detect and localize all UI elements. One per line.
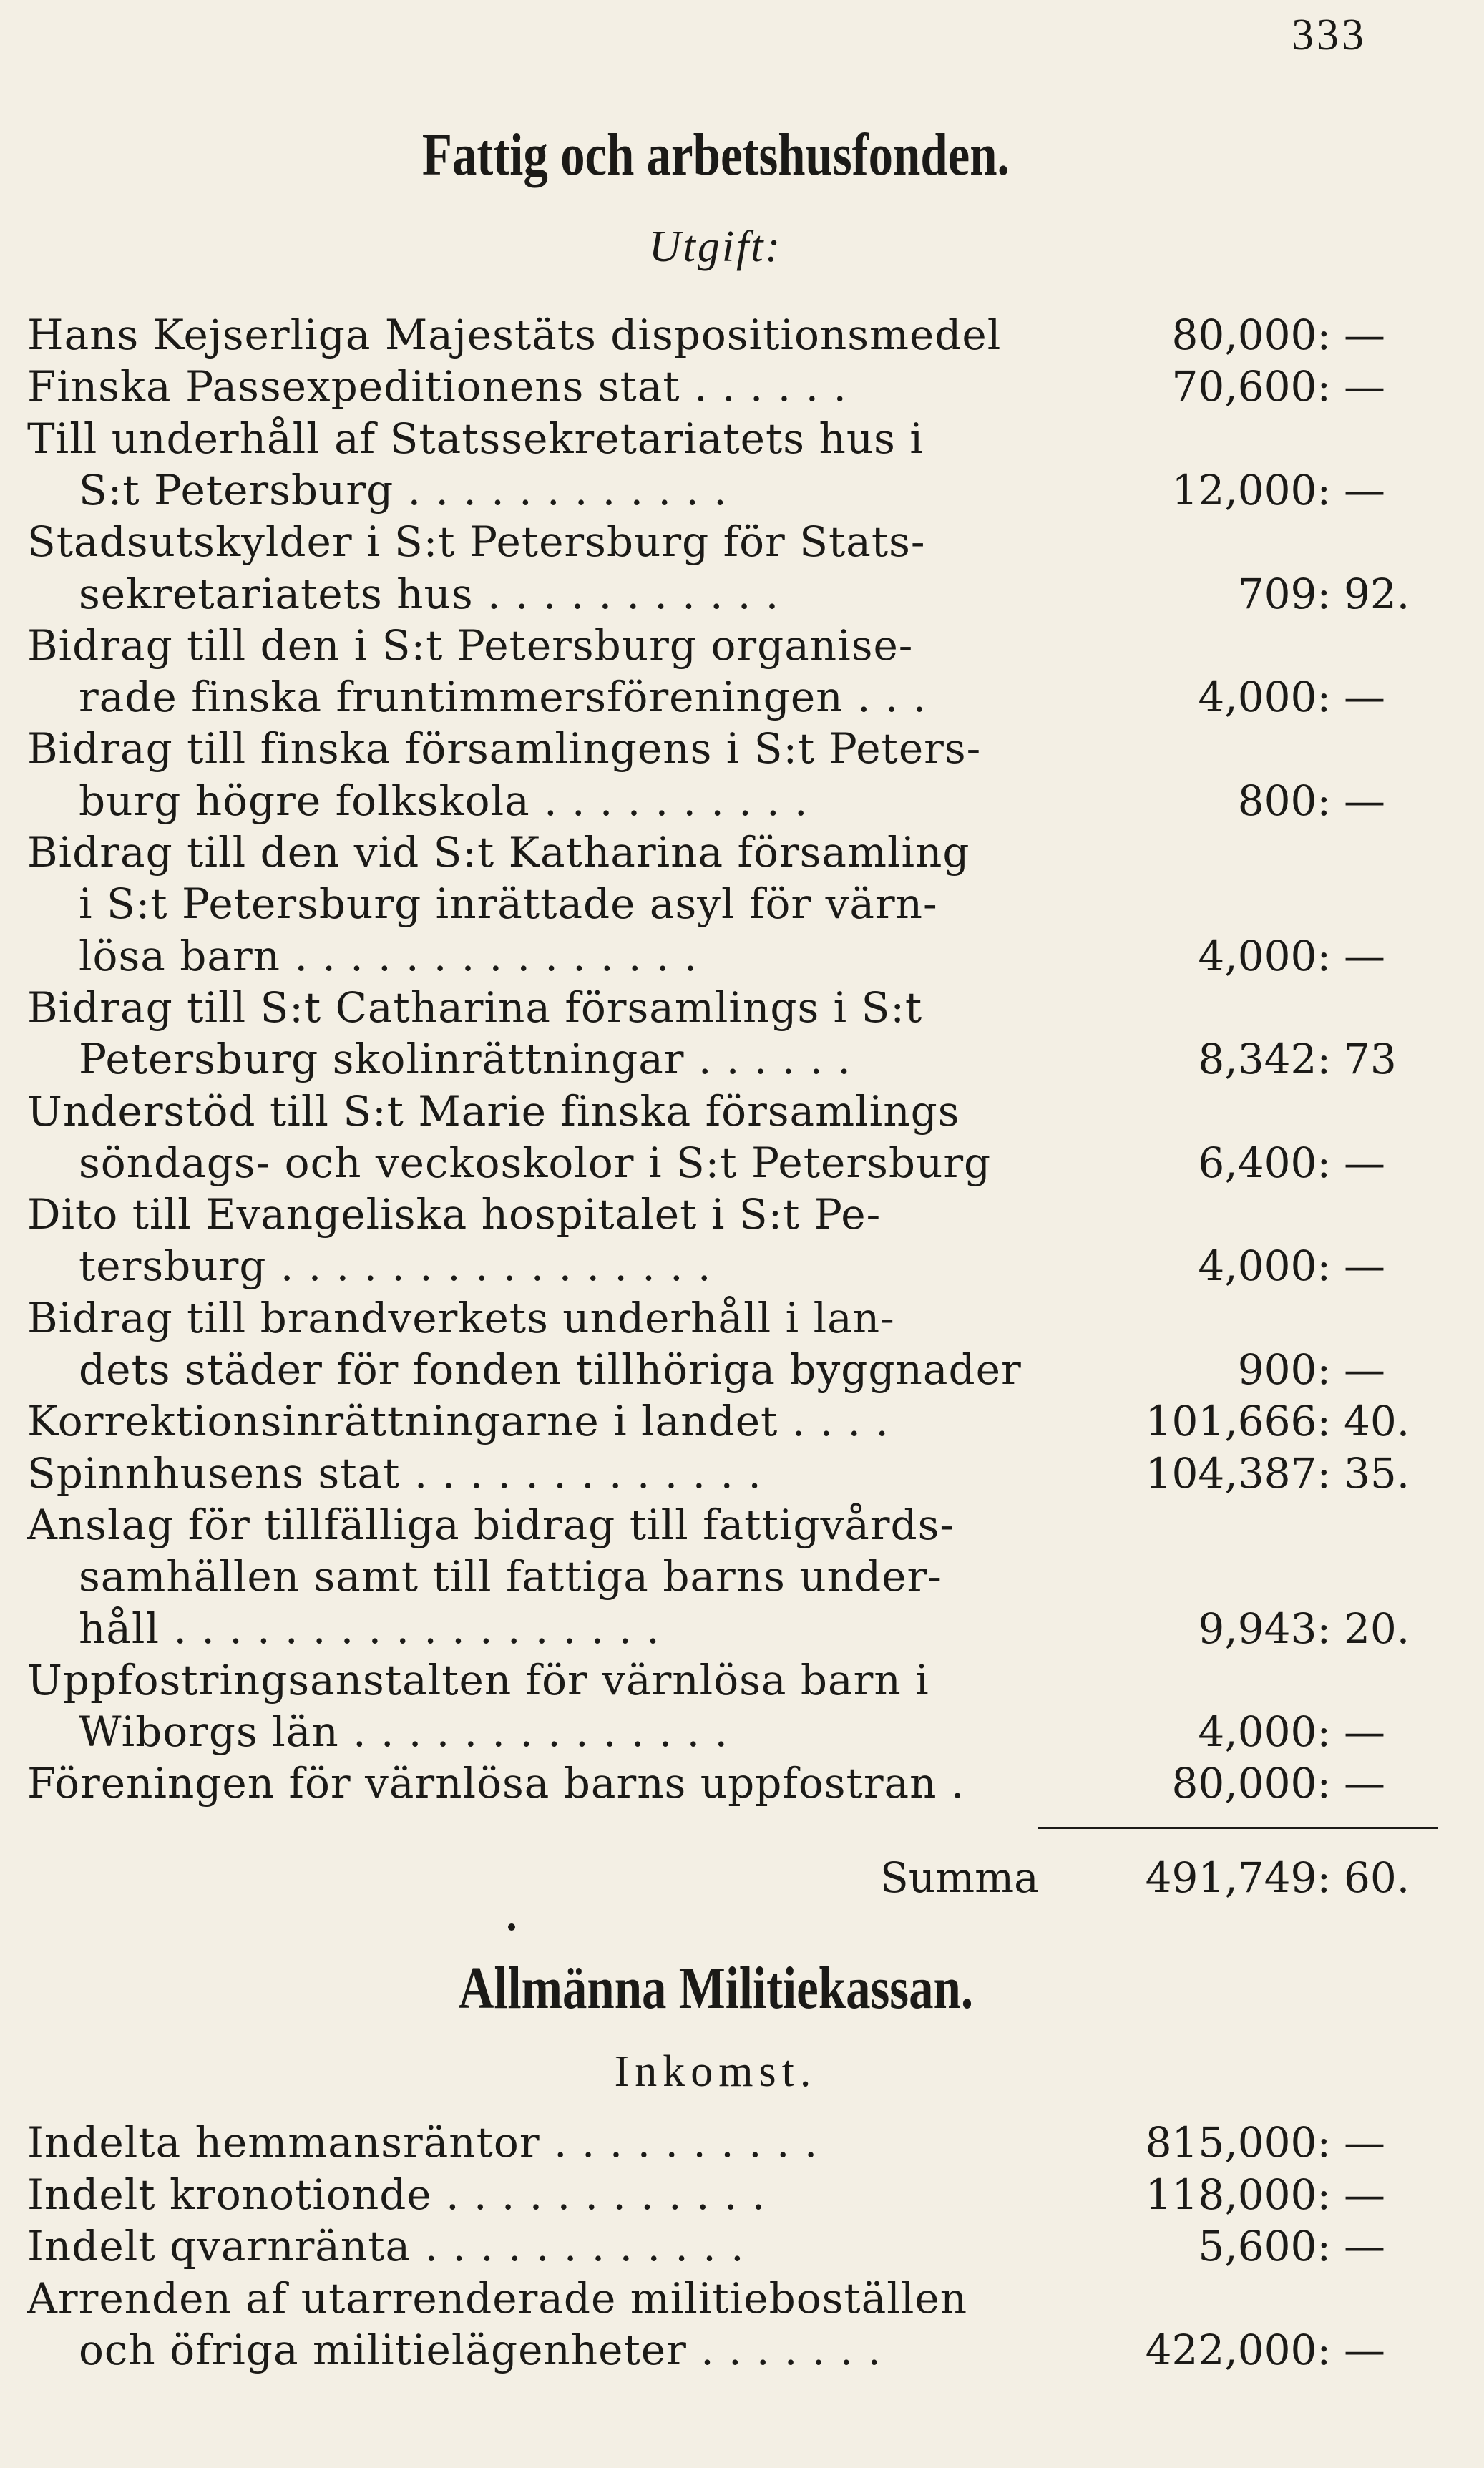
fattig-entry-line	[79, 878, 1072, 930]
fattig-entry-text: Finska Passexpeditionens stat . . . . . .	[27, 362, 847, 411]
stray-dot-mark	[508, 1923, 515, 1931]
fattig-entry-text: Hans Kejserliga Majestäts dispositionsmedel	[27, 311, 1002, 359]
fattig-entry-line	[79, 930, 1072, 982]
fattig-entry-cents: 73	[1344, 1035, 1397, 1084]
fattig-entry-amount: 9,943:	[1198, 1604, 1331, 1653]
militie-entry-line	[27, 2220, 1072, 2272]
fattig-entry-line	[27, 1086, 1072, 1137]
fattig-entry-text: söndags- och veckoskolor i S:t Petersburg	[79, 1138, 992, 1187]
militie-entry-cents: —	[1344, 2170, 1385, 2219]
fattig-entry-cents: 20.	[1344, 1604, 1410, 1653]
fattig-entry-amount: 80,000:	[1171, 311, 1331, 359]
fattig-entry-text: burg högre folkskola . . . . . . . . . .	[79, 776, 809, 825]
militie-entry-amount: 118,000:	[1145, 2170, 1331, 2219]
militie-entry-text: och öfriga militielägenheter . . . . . . .	[79, 2326, 882, 2374]
fattig-entry-text: håll . . . . . . . . . . . . . . . . . .	[79, 1604, 660, 1653]
militie-entry-text: Indelt qvarnränta . . . . . . . . . . . .	[27, 2222, 745, 2271]
fattig-entry-text: Stadsutskylder i S:t Petersburg för Stats-	[27, 517, 926, 567]
fattig-entry-text: rade finska fruntimmersföreningen . . .	[79, 673, 927, 722]
fattig-entry-amount: 709:	[1237, 569, 1331, 618]
fattig-entry-line	[27, 309, 1072, 361]
militie-entry-line	[27, 2169, 1072, 2220]
fattig-entry-line	[27, 620, 1072, 671]
fattig-entry-line	[79, 1344, 1072, 1395]
section-title-fattig: Fattig och arbetshusfonden.	[421, 122, 1010, 188]
fattig-entry-text: tersburg . . . . . . . . . . . . . . . .	[79, 1242, 712, 1291]
fattig-entry-amount: 6,400:	[1198, 1138, 1331, 1187]
militie-entry-line	[79, 2324, 1072, 2376]
fattig-entry-line	[27, 1499, 1072, 1551]
militie-entry-text: Arrenden af utarrenderade militieboställen	[27, 2273, 968, 2323]
militie-entry-amount: 422,000:	[1145, 2326, 1331, 2374]
fattig-entry-cents: —	[1344, 931, 1385, 980]
fattig-entry-line	[27, 516, 1072, 567]
fattig-entry-text: Understöd till S:t Marie finska församlings	[27, 1086, 960, 1136]
fattig-entry-line	[27, 1189, 1072, 1240]
fattig-entry-text: Till underhåll af Statssekretariatets hus i	[27, 414, 924, 463]
fattig-entry-text: S:t Petersburg . . . . . . . . . . . .	[79, 465, 728, 514]
fattig-entry-line	[27, 1395, 1072, 1447]
fattig-entry-line	[27, 1757, 1072, 1809]
fattig-entry-cents: —	[1344, 1242, 1385, 1291]
fattig-entry-amount: 104,387:	[1145, 1448, 1331, 1498]
fattig-entry-text: samhällen samt till fattiga barns under-	[79, 1552, 942, 1601]
militie-entry-amount: 5,600:	[1198, 2222, 1331, 2271]
page-number: 333	[1292, 11, 1367, 59]
fattig-entry-cents: —	[1344, 673, 1385, 722]
fattig-entry-line	[27, 723, 1072, 774]
fattig-entry-text: Dito till Evangeliska hospitalet i S:t Pe-	[27, 1190, 882, 1239]
fattig-entry-line	[79, 775, 1072, 826]
fattig-entry-cents: 40.	[1344, 1397, 1410, 1446]
fattig-entry-line	[79, 1603, 1072, 1654]
fattig-entry-line	[79, 671, 1072, 723]
fattig-entry-cents: —	[1344, 1345, 1385, 1394]
fattig-entry-amount: 4,000:	[1198, 673, 1331, 722]
fattig-entry-text: Bidrag till den i S:t Petersburg organise-	[27, 620, 914, 670]
fattig-entry-amount: 800:	[1237, 776, 1331, 825]
fattig-entry-text: sekretariatets hus . . . . . . . . . . .	[79, 569, 780, 618]
fattig-entry-text: Bidrag till den vid S:t Katharina församling	[27, 828, 970, 877]
fattig-entry-text: Bidrag till finska församlingens i S:t Peters-	[27, 724, 982, 774]
fattig-entry-line	[27, 1292, 1072, 1344]
fattig-entry-line	[27, 1448, 1072, 1499]
fattig-entry-text: Wiborgs län . . . . . . . . . . . . . .	[79, 1707, 728, 1757]
fattig-entry-line	[27, 826, 1072, 878]
section-title-militie: Allmänna Militiekassan.	[458, 1955, 974, 2021]
militie-entry-text: Indelt kronotionde . . . . . . . . . . . .	[27, 2170, 766, 2219]
fattig-entry-line	[79, 1137, 1072, 1189]
fattig-entry-text: Uppfostringsanstalten för värnlösa barn i	[27, 1655, 929, 1704]
sum-cents: 60.	[1344, 1853, 1410, 1902]
fattig-entry-text: lösa barn . . . . . . . . . . . . . . .	[79, 931, 698, 980]
fattig-entry-text: Anslag för tillfälliga bidrag till fattigvårds-	[27, 1500, 955, 1549]
fattig-entry-line	[79, 568, 1072, 620]
fattig-entry-amount: 4,000:	[1198, 1707, 1331, 1757]
fattig-entry-line	[27, 361, 1072, 412]
fattig-entry-text: i S:t Petersburg inrättade asyl för värn-	[79, 879, 938, 929]
fattig-entry-cents: —	[1344, 465, 1385, 514]
fattig-entry-amount: 70,600:	[1171, 362, 1331, 411]
fattig-entry-cents: —	[1344, 1138, 1385, 1187]
fattig-entry-amount: 4,000:	[1198, 931, 1331, 980]
fattig-entry-line	[79, 1706, 1072, 1757]
militie-entry-amount: 815,000:	[1145, 2118, 1331, 2167]
militie-entry-line	[27, 2117, 1072, 2168]
fattig-entry-cents: 35.	[1344, 1448, 1410, 1498]
militie-entry-cents: —	[1344, 2326, 1385, 2374]
fattig-entry-line	[27, 413, 1072, 464]
fattig-entry-line	[27, 1654, 1072, 1706]
fattig-entry-cents: —	[1344, 311, 1385, 359]
fattig-entry-line	[27, 982, 1072, 1033]
militie-entry-line	[27, 2273, 1072, 2324]
militie-entry-cents: —	[1344, 2222, 1385, 2271]
fattig-entry-text: Bidrag till S:t Catharina församlings i S:t	[27, 982, 923, 1032]
militie-entry-cents: —	[1344, 2118, 1385, 2167]
fattig-entry-cents: —	[1344, 362, 1385, 411]
fattig-entry-amount: 12,000:	[1171, 465, 1331, 514]
sum-label: Summa	[880, 1853, 1039, 1902]
fattig-entry-line	[79, 464, 1072, 516]
section-subtitle-inkomst: Inkomst.	[614, 2047, 817, 2096]
fattig-entry-line	[79, 1240, 1072, 1292]
fattig-entry-text: Korrektionsinrättningarne i landet . . . .	[27, 1397, 889, 1446]
fattig-entry-text: Föreningen för värnlösa barns uppfostran .	[27, 1759, 965, 1808]
fattig-entry-cents: 92.	[1344, 569, 1410, 618]
fattig-entry-cents: —	[1344, 1759, 1385, 1808]
fattig-entry-line	[79, 1551, 1072, 1602]
fattig-entry-text: Bidrag till brandverkets underhåll i lan-	[27, 1293, 895, 1342]
fattig-entry-amount: 900:	[1237, 1345, 1331, 1394]
fattig-entry-amount: 8,342:	[1198, 1035, 1331, 1084]
fattig-entry-text: dets städer för fonden tillhöriga byggnader	[79, 1345, 1022, 1394]
sum-rule	[1038, 1827, 1438, 1829]
sum-amount: 491,749:	[1145, 1853, 1331, 1902]
fattig-entry-text: Spinnhusens stat . . . . . . . . . . . . .	[27, 1448, 762, 1498]
fattig-entry-cents: —	[1344, 1707, 1385, 1757]
fattig-entry-text: Petersburg skolinrättningar . . . . . .	[79, 1035, 851, 1084]
fattig-entry-amount: 4,000:	[1198, 1242, 1331, 1291]
fattig-entry-cents: —	[1344, 776, 1385, 825]
fattig-entry-line	[79, 1033, 1072, 1085]
fattig-entry-amount: 80,000:	[1171, 1759, 1331, 1808]
fattig-entry-amount: 101,666:	[1145, 1397, 1331, 1446]
militie-entry-text: Indelta hemmansräntor . . . . . . . . . .	[27, 2118, 819, 2167]
section-subtitle-utgift: Utgift:	[648, 223, 783, 271]
